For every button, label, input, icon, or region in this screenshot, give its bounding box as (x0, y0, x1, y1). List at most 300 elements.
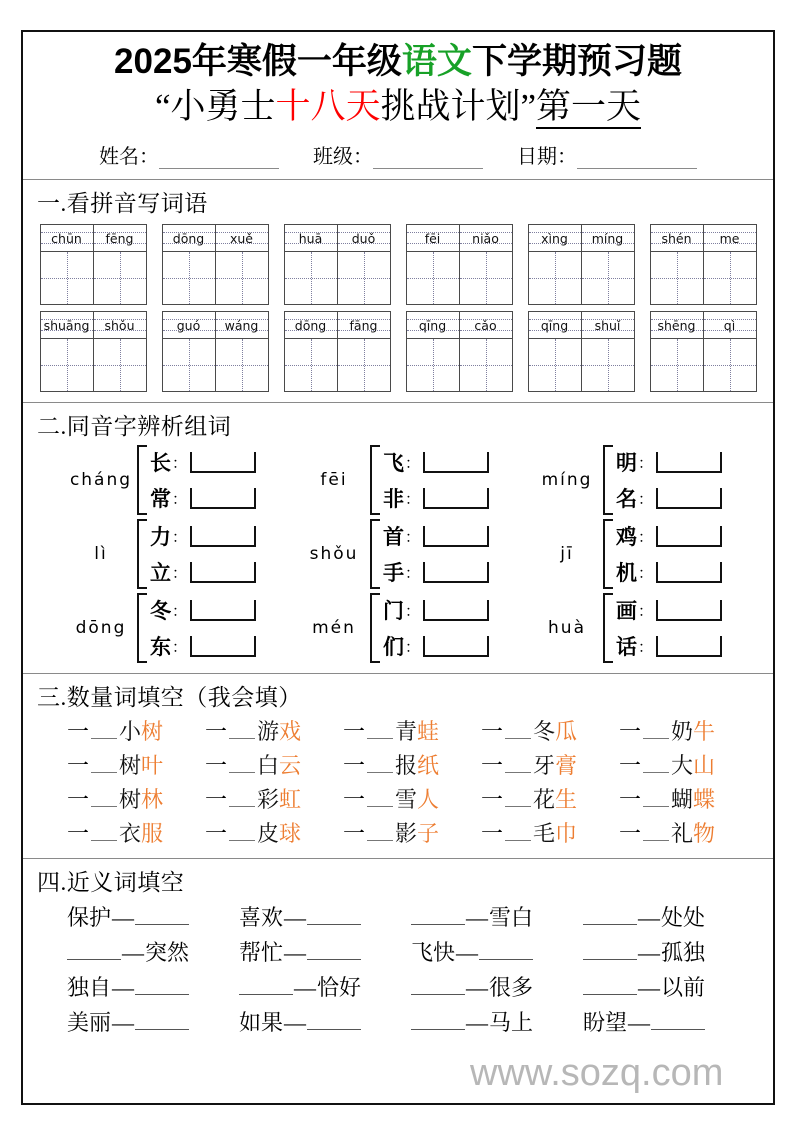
grid-column (94, 312, 146, 391)
dash-separator: — (638, 940, 660, 966)
character-write-box[interactable] (94, 339, 146, 391)
homophone-group (531, 445, 764, 515)
brace-bracket-icon (137, 593, 147, 663)
answer-box[interactable] (190, 562, 256, 583)
measure-word-blank[interactable] (367, 791, 393, 807)
noun-char-first: 冬 (533, 719, 556, 745)
synonym-blank-left[interactable] (583, 907, 637, 925)
answer-box[interactable] (190, 636, 256, 657)
answer-box[interactable] (656, 562, 722, 583)
pinyin-label: qì (704, 312, 756, 339)
character-write-box[interactable] (338, 252, 390, 304)
noun-char-second: 虹 (279, 787, 302, 813)
brace-bracket-icon (603, 445, 613, 515)
synonym-item (583, 901, 755, 932)
numeral-one: 一 (481, 821, 504, 847)
synonym-word-left: 独自 (67, 975, 112, 1001)
synonym-word-left: 美丽 (67, 1010, 112, 1036)
pinyin-label: shēng (651, 312, 703, 339)
answer-box[interactable] (423, 452, 489, 473)
homophone-pinyin: huà (548, 618, 586, 639)
character-write-box[interactable] (582, 252, 634, 304)
measure-word-blank[interactable] (91, 757, 117, 773)
synonym-blank-right[interactable] (135, 907, 189, 925)
section3-heading: 三.数量词填空（我会填） (37, 685, 302, 711)
synonym-word-right: 孤独 (661, 940, 706, 966)
noun-char-first: 彩 (257, 787, 280, 813)
homophone-pinyin: shǒu (309, 544, 359, 565)
name-field-group (99, 140, 279, 169)
colon-separator: ： (405, 529, 421, 546)
word-write-grid (650, 224, 757, 305)
character-write-box[interactable] (529, 252, 581, 304)
answer-box[interactable] (423, 526, 489, 547)
noun-char-first: 大 (671, 753, 694, 779)
synonym-word-right: 恰好 (317, 975, 362, 1001)
synonym-word-left: 盼望 (583, 1010, 628, 1036)
synonym-word-left: 喜欢 (239, 905, 284, 931)
grid-column (407, 312, 460, 391)
grid-column (163, 225, 216, 304)
colon-separator: ： (638, 603, 654, 620)
pinyin-label: fēi (407, 225, 459, 252)
quantifier-row (23, 783, 773, 814)
dash-separator: — (284, 905, 307, 931)
homophone-item (150, 631, 256, 661)
homophone-item (150, 447, 256, 477)
measure-word-blank[interactable] (505, 791, 531, 807)
homophone-pinyin: míng (541, 470, 593, 491)
dash-separator: — (638, 905, 660, 931)
dash-separator: — (284, 1010, 307, 1036)
grid-column (529, 312, 582, 391)
dash-separator: — (638, 975, 660, 1001)
synonym-item (67, 936, 239, 967)
numeral-one: 一 (205, 821, 228, 847)
dash-separator: — (284, 940, 307, 966)
noun-char-first: 皮 (257, 821, 280, 847)
brace-bracket-icon (137, 445, 147, 515)
measure-word-blank[interactable] (505, 757, 531, 773)
student-info-row (23, 140, 773, 169)
noun-char-second: 戏 (279, 719, 302, 745)
answer-box[interactable] (423, 562, 489, 583)
homophone-character: 立 (150, 561, 171, 586)
measure-word-blank[interactable] (229, 723, 255, 739)
measure-word-blank[interactable] (229, 757, 255, 773)
character-write-box[interactable] (529, 339, 581, 391)
pinyin-label: fēng (94, 225, 146, 252)
brace-bracket-icon (370, 593, 380, 663)
grid-column (338, 312, 390, 391)
homophone-pairs (616, 447, 722, 513)
date-label: 日期： (517, 146, 577, 169)
synonym-item (239, 936, 411, 967)
noun-char-first: 树 (119, 753, 142, 779)
noun-char-first: 报 (395, 753, 418, 779)
homophone-item (616, 483, 722, 513)
synonym-blank-right[interactable] (135, 1012, 189, 1030)
quantifier-item (619, 715, 757, 746)
homophone-item (383, 521, 489, 551)
word-write-grid (650, 311, 757, 392)
homophone-character: 名 (616, 487, 637, 512)
measure-word-blank[interactable] (367, 825, 393, 841)
name-input[interactable] (159, 152, 279, 169)
class-input[interactable] (373, 152, 483, 169)
homophone-group (298, 445, 531, 515)
quantifier-item (343, 749, 481, 780)
grid-column (582, 312, 634, 391)
divider-header (23, 179, 773, 180)
homophone-pinyin: lì (94, 544, 108, 565)
pinyin-label: qīng (407, 312, 459, 339)
noun-char-second: 膏 (555, 753, 578, 779)
noun-char-first: 树 (119, 787, 142, 813)
homophone-character: 长 (150, 451, 171, 476)
synonym-item (583, 971, 755, 1002)
noun-char-first: 毛 (533, 821, 556, 847)
numeral-one: 一 (67, 719, 90, 745)
answer-box[interactable] (656, 636, 722, 657)
numeral-one: 一 (343, 821, 366, 847)
divider-section1 (23, 402, 773, 403)
character-write-box[interactable] (285, 339, 337, 391)
synonym-word-right: 以前 (661, 975, 706, 1001)
measure-word-blank[interactable] (91, 791, 117, 807)
word-write-grid (528, 224, 635, 305)
synonym-blank-left[interactable] (411, 977, 465, 995)
word-write-grid (284, 224, 391, 305)
word-write-grid (40, 224, 147, 305)
homophone-pairs (150, 447, 256, 513)
synonym-row (23, 1006, 773, 1037)
answer-box[interactable] (423, 600, 489, 621)
grid-column (216, 312, 268, 391)
numeral-one: 一 (481, 753, 504, 779)
colon-separator: ： (405, 603, 421, 620)
measure-word-blank[interactable] (643, 757, 669, 773)
synonym-item (411, 901, 583, 932)
character-write-box[interactable] (94, 252, 146, 304)
homophone-character: 鸡 (616, 525, 637, 550)
homophone-item (150, 557, 256, 587)
dash-separator: — (294, 975, 316, 1001)
colon-separator: ： (405, 455, 421, 472)
colon-separator: ： (405, 639, 421, 656)
word-write-grid (528, 311, 635, 392)
quantifier-item (619, 749, 757, 780)
character-write-box[interactable] (582, 339, 634, 391)
pinyin-label: shǒu (94, 312, 146, 339)
homophone-character: 力 (150, 525, 171, 550)
measure-word-blank[interactable] (367, 723, 393, 739)
quantifier-item (343, 783, 481, 814)
numeral-one: 一 (619, 753, 642, 779)
synonym-word-left: 帮忙 (239, 940, 284, 966)
page-title (23, 42, 773, 82)
quantifier-item (619, 783, 757, 814)
answer-box[interactable] (656, 488, 722, 509)
answer-box[interactable] (190, 452, 256, 473)
homophone-row (23, 519, 773, 589)
homophone-row (23, 593, 773, 663)
subtitle-day: 第一天 (536, 87, 641, 129)
dash-separator: — (112, 905, 135, 931)
dash-separator: — (112, 975, 135, 1001)
synonym-item (411, 936, 583, 967)
answer-box[interactable] (656, 452, 722, 473)
synonym-item (583, 936, 755, 967)
colon-separator: ： (638, 529, 654, 546)
character-write-box[interactable] (407, 339, 459, 391)
character-write-box[interactable] (338, 339, 390, 391)
colon-separator: ： (638, 639, 654, 656)
homophone-pinyin: dōng (75, 618, 127, 639)
numeral-one: 一 (619, 821, 642, 847)
synonym-word-right: 雪白 (489, 905, 534, 931)
noun-char-first: 白 (257, 753, 280, 779)
quantifier-item (481, 749, 619, 780)
measure-word-blank[interactable] (505, 723, 531, 739)
character-write-box[interactable] (651, 252, 703, 304)
quantifier-item (481, 783, 619, 814)
grid-column (704, 312, 756, 391)
synonym-blank-left[interactable] (239, 977, 293, 995)
homophone-pairs (383, 447, 489, 513)
measure-word-blank[interactable] (91, 723, 117, 739)
answer-box[interactable] (656, 526, 722, 547)
word-write-grid (162, 224, 269, 305)
character-write-box[interactable] (460, 252, 512, 304)
grid-column (41, 312, 94, 391)
synonym-blank-left[interactable] (583, 977, 637, 995)
homophone-item (616, 521, 722, 551)
synonym-blank-left[interactable] (67, 942, 121, 960)
answer-box[interactable] (423, 636, 489, 657)
colon-separator: ： (172, 491, 188, 508)
title-text-part2: 下学期预习题 (471, 42, 682, 81)
synonym-word-right: 很多 (489, 975, 534, 1001)
colon-separator: ： (638, 565, 654, 582)
section1-body (23, 224, 773, 392)
quantifier-item (67, 715, 205, 746)
colon-separator: ： (172, 639, 188, 656)
homophone-character: 首 (383, 525, 404, 550)
noun-char-second: 林 (141, 787, 164, 813)
character-write-box[interactable] (41, 252, 93, 304)
section4-heading: 四.近义词填空 (37, 870, 185, 896)
character-write-box[interactable] (651, 339, 703, 391)
character-write-box[interactable] (704, 339, 756, 391)
site-watermark: www.sozq.com (470, 1052, 724, 1094)
character-write-box[interactable] (285, 252, 337, 304)
name-label: 姓名： (99, 146, 159, 169)
homophone-item (150, 521, 256, 551)
noun-char-first: 牙 (533, 753, 556, 779)
homophone-item (150, 483, 256, 513)
noun-char-first: 蝴 (671, 787, 694, 813)
synonym-blank-right[interactable] (479, 942, 533, 960)
synonym-blank-right[interactable] (307, 942, 361, 960)
noun-char-first: 小 (119, 719, 142, 745)
pinyin-label: guó (163, 312, 215, 339)
numeral-one: 一 (343, 753, 366, 779)
synonym-blank-right[interactable] (135, 977, 189, 995)
character-write-box[interactable] (216, 252, 268, 304)
numeral-one: 一 (481, 719, 504, 745)
homophone-item (616, 557, 722, 587)
grid-column (651, 225, 704, 304)
homophone-item (383, 447, 489, 477)
synonym-word-right: 马上 (489, 1010, 534, 1036)
date-input[interactable] (577, 152, 697, 169)
measure-word-blank[interactable] (229, 791, 255, 807)
homophone-pairs (616, 595, 722, 661)
synonym-word-left: 如果 (239, 1010, 284, 1036)
homophone-pairs (150, 521, 256, 587)
noun-char-second: 人 (417, 787, 440, 813)
synonym-item (411, 971, 583, 1002)
answer-box[interactable] (190, 600, 256, 621)
numeral-one: 一 (205, 753, 228, 779)
worksheet-page (21, 30, 775, 1105)
subtitle-open: “小勇士 (154, 87, 276, 127)
numeral-one: 一 (343, 719, 366, 745)
divider-section2 (23, 673, 773, 674)
answer-box[interactable] (423, 488, 489, 509)
pinyin-label: huā (285, 225, 337, 252)
noun-char-second: 云 (279, 753, 302, 779)
measure-word-blank[interactable] (643, 723, 669, 739)
pinyin-label: dōng (285, 312, 337, 339)
grid-column (41, 225, 94, 304)
pinyin-grid-row (23, 311, 773, 392)
pinyin-label: me (704, 225, 756, 252)
dash-separator: — (628, 1010, 651, 1036)
synonym-blank-right[interactable] (307, 907, 361, 925)
pinyin-label: xuě (216, 225, 268, 252)
word-write-grid (40, 311, 147, 392)
synonym-item (67, 971, 239, 1002)
noun-char-first: 花 (533, 787, 556, 813)
colon-separator: ： (172, 529, 188, 546)
section1-heading: 一.看拼音写词语 (37, 191, 208, 217)
homophone-character: 门 (383, 599, 404, 624)
quantifier-row (23, 749, 773, 780)
synonym-row (23, 901, 773, 932)
grid-column (216, 225, 268, 304)
homophone-group (298, 593, 531, 663)
synonym-blank-right[interactable] (307, 1012, 361, 1030)
grid-column (582, 225, 634, 304)
synonym-word-left: 保护 (67, 905, 112, 931)
class-label: 班级： (313, 146, 373, 169)
colon-separator: ： (405, 491, 421, 508)
divider-section3 (23, 858, 773, 859)
measure-word-blank[interactable] (229, 825, 255, 841)
quantifier-item (619, 817, 757, 848)
homophone-character: 常 (150, 487, 171, 512)
grid-column (704, 225, 756, 304)
section3-body (23, 715, 773, 848)
quantifier-item (205, 817, 343, 848)
character-write-box[interactable] (216, 339, 268, 391)
noun-char-second: 山 (693, 753, 716, 779)
word-write-grid (406, 311, 513, 392)
noun-char-second: 子 (417, 821, 440, 847)
measure-word-blank[interactable] (643, 825, 669, 841)
brace-bracket-icon (603, 593, 613, 663)
numeral-one: 一 (481, 787, 504, 813)
pinyin-label: chūn (41, 225, 93, 252)
grid-column (460, 312, 512, 391)
homophone-row (23, 445, 773, 515)
pinyin-label: shuāng (41, 312, 93, 339)
pinyin-grid-row (23, 224, 773, 305)
character-write-box[interactable] (163, 339, 215, 391)
homophone-group (298, 519, 531, 589)
measure-word-blank[interactable] (91, 825, 117, 841)
homophone-pairs (383, 521, 489, 587)
noun-char-second: 蝶 (693, 787, 716, 813)
dash-separator: — (466, 905, 488, 931)
homophone-item (616, 631, 722, 661)
numeral-one: 一 (619, 719, 642, 745)
synonym-blank-left[interactable] (411, 907, 465, 925)
measure-word-blank[interactable] (367, 757, 393, 773)
measure-word-blank[interactable] (643, 791, 669, 807)
colon-separator: ： (172, 603, 188, 620)
synonym-word-left: 飞快 (411, 940, 456, 966)
homophone-item (383, 631, 489, 661)
character-write-box[interactable] (163, 252, 215, 304)
colon-separator: ： (172, 565, 188, 582)
answer-box[interactable] (656, 600, 722, 621)
measure-word-blank[interactable] (505, 825, 531, 841)
synonym-item (67, 1006, 239, 1037)
pinyin-label: míng (582, 225, 634, 252)
homophone-pairs (150, 595, 256, 661)
synonym-blank-left[interactable] (583, 942, 637, 960)
section4-body (23, 901, 773, 1037)
character-write-box[interactable] (704, 252, 756, 304)
homophone-group (65, 593, 298, 663)
synonym-blank-right[interactable] (651, 1012, 705, 1030)
word-write-grid (162, 311, 269, 392)
homophone-character: 们 (383, 635, 404, 660)
synonym-word-right: 处处 (661, 905, 706, 931)
answer-box[interactable] (190, 526, 256, 547)
noun-char-second: 瓜 (555, 719, 578, 745)
noun-char-second: 球 (279, 821, 302, 847)
character-write-box[interactable] (407, 252, 459, 304)
date-field-group (517, 140, 697, 169)
noun-char-second: 巾 (555, 821, 578, 847)
pinyin-label: duǒ (338, 225, 390, 252)
homophone-character: 东 (150, 635, 171, 660)
synonym-blank-left[interactable] (411, 1012, 465, 1030)
homophone-character: 飞 (383, 451, 404, 476)
pinyin-label: cǎo (460, 312, 512, 339)
character-write-box[interactable] (460, 339, 512, 391)
answer-box[interactable] (190, 488, 256, 509)
pinyin-label: qīng (529, 312, 581, 339)
grid-column (529, 225, 582, 304)
dash-separator: — (112, 1010, 135, 1036)
grid-column (94, 225, 146, 304)
character-write-box[interactable] (41, 339, 93, 391)
